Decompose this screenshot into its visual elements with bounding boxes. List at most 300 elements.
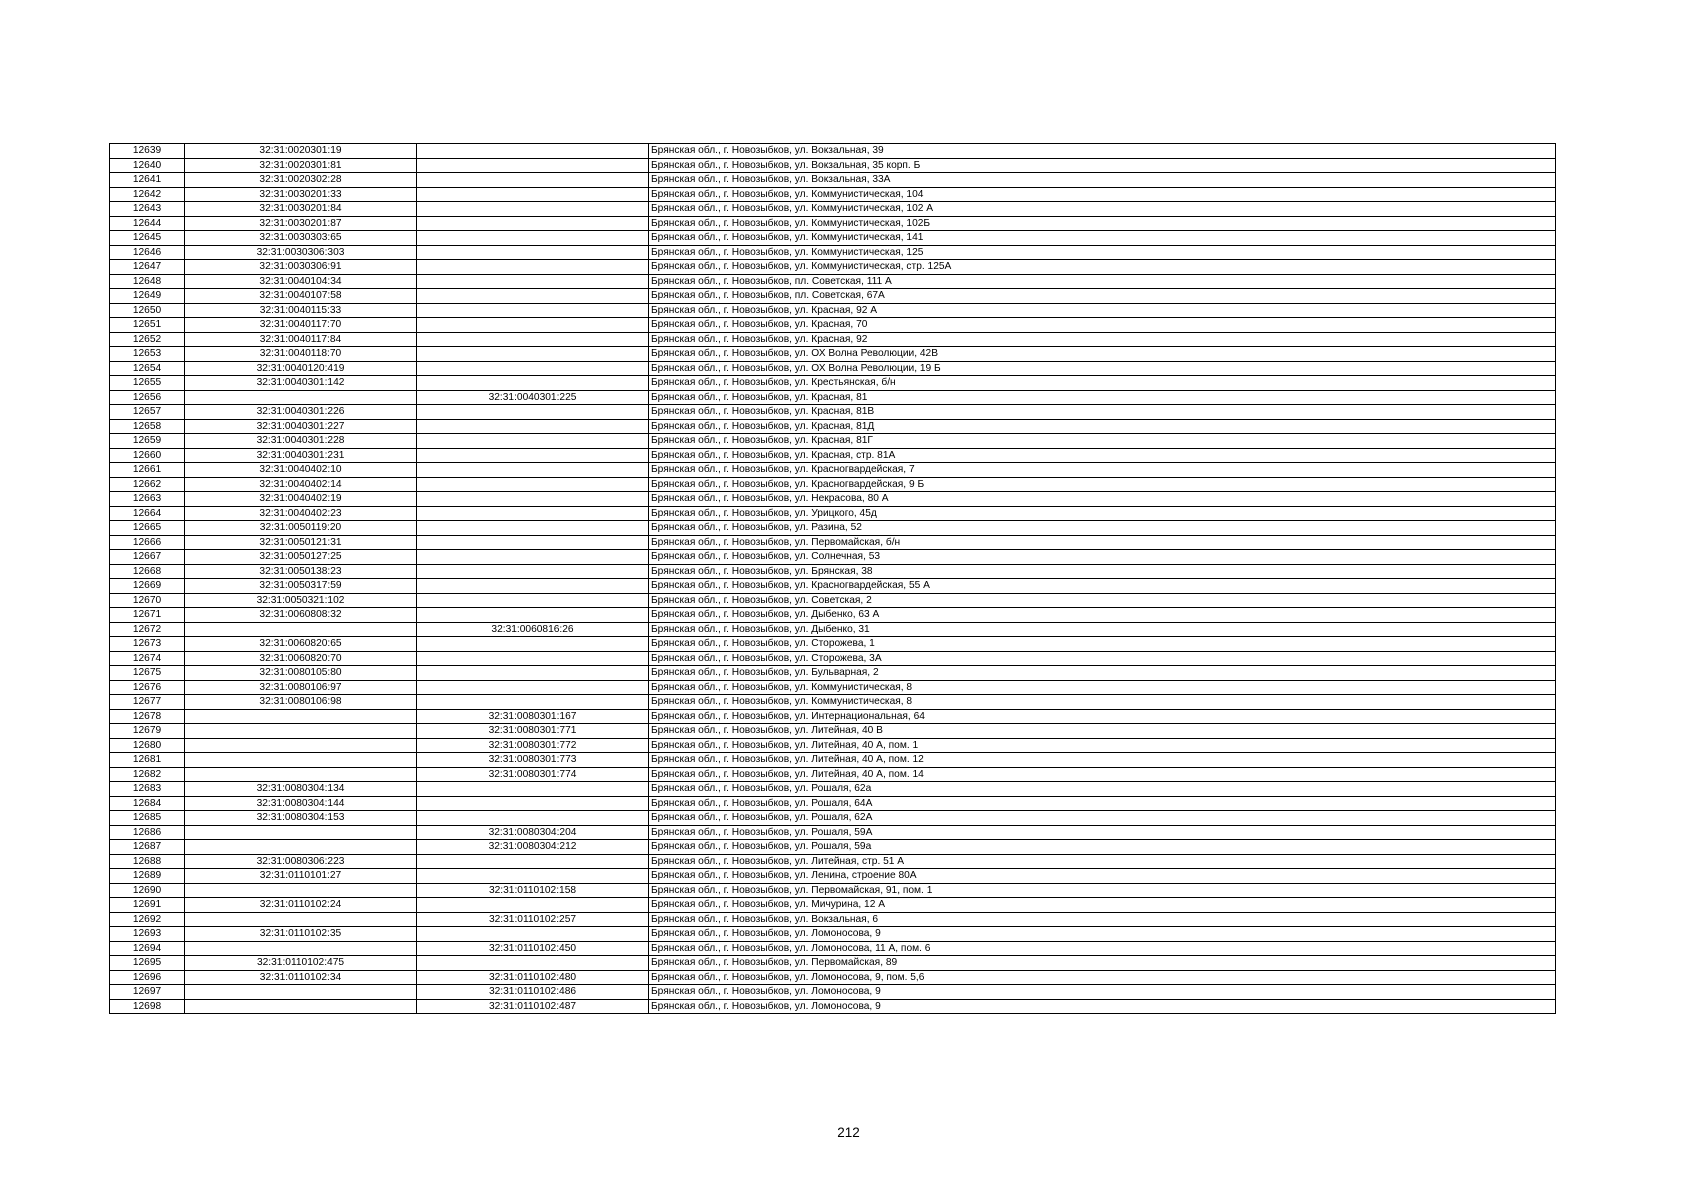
cadastral-number-cell: 32:31:0060820:70 bbox=[185, 651, 417, 666]
row-number-cell: 12672 bbox=[110, 622, 185, 637]
address-cell: Брянская обл., г. Новозыбков, ул. Коммунистическая, 141 bbox=[649, 231, 1556, 246]
address-cell: Брянская обл., г. Новозыбков, ул. ОХ Волна Революции, 19 Б bbox=[649, 361, 1556, 376]
row-number-cell: 12660 bbox=[110, 448, 185, 463]
cadastral-number-cell: 32:31:0030201:84 bbox=[185, 202, 417, 217]
address-cell: Брянская обл., г. Новозыбков, ул. Ломоносова, 11 А, пом. 6 bbox=[649, 941, 1556, 956]
building-cadastral-number-cell bbox=[417, 376, 649, 391]
row-number-cell: 12684 bbox=[110, 796, 185, 811]
address-cell: Брянская обл., г. Новозыбков, ул. Ленина, строение 80А bbox=[649, 869, 1556, 884]
address-cell: Брянская обл., г. Новозыбков, ул. Коммунистическая, 8 bbox=[649, 695, 1556, 710]
building-cadastral-number-cell: 32:31:0040301:225 bbox=[417, 390, 649, 405]
cadastral-number-cell bbox=[185, 724, 417, 739]
cadastral-number-cell: 32:31:0030201:33 bbox=[185, 187, 417, 202]
building-cadastral-number-cell: 32:31:0080301:774 bbox=[417, 767, 649, 782]
address-cell: Брянская обл., г. Новозыбков, ул. Рошаля, 64А bbox=[649, 796, 1556, 811]
address-cell: Брянская обл., г. Новозыбков, ул. Мичурина, 12 А bbox=[649, 898, 1556, 913]
building-cadastral-number-cell bbox=[417, 158, 649, 173]
row-number-cell: 12689 bbox=[110, 869, 185, 884]
table-row bbox=[110, 361, 1556, 376]
address-cell: Брянская обл., г. Новозыбков, пл. Советская, 111 А bbox=[649, 274, 1556, 289]
building-cadastral-number-cell bbox=[417, 434, 649, 449]
address-cell: Брянская обл., г. Новозыбков, ул. Брянская, 38 bbox=[649, 564, 1556, 579]
row-number-cell: 12640 bbox=[110, 158, 185, 173]
row-number-cell: 12663 bbox=[110, 492, 185, 507]
row-number-cell: 12676 bbox=[110, 680, 185, 695]
page-number: 212 bbox=[837, 1125, 860, 1140]
address-cell: Брянская обл., г. Новозыбков, ул. Рошаля, 62а bbox=[649, 782, 1556, 797]
table-row bbox=[110, 318, 1556, 333]
building-cadastral-number-cell bbox=[417, 318, 649, 333]
table-row bbox=[110, 332, 1556, 347]
row-number-cell: 12662 bbox=[110, 477, 185, 492]
row-number-cell: 12695 bbox=[110, 956, 185, 971]
row-number-cell: 12682 bbox=[110, 767, 185, 782]
cadastral-number-cell: 32:31:0040402:14 bbox=[185, 477, 417, 492]
row-number-cell: 12657 bbox=[110, 405, 185, 420]
cadastral-number-cell bbox=[185, 999, 417, 1014]
cadastral-number-cell bbox=[185, 941, 417, 956]
building-cadastral-number-cell bbox=[417, 564, 649, 579]
row-number-cell: 12656 bbox=[110, 390, 185, 405]
address-cell: Брянская обл., г. Новозыбков, ул. Рошаля, 59А bbox=[649, 825, 1556, 840]
address-cell: Брянская обл., г. Новозыбков, ул. Ломоносова, 9, пом. 5,6 bbox=[649, 970, 1556, 985]
building-cadastral-number-cell bbox=[417, 361, 649, 376]
address-cell: Брянская обл., г. Новозыбков, ул. Сторожева, 3А bbox=[649, 651, 1556, 666]
table-row bbox=[110, 289, 1556, 304]
row-number-cell: 12650 bbox=[110, 303, 185, 318]
address-cell: Брянская обл., г. Новозыбков, ул. Красная, 81 bbox=[649, 390, 1556, 405]
row-number-cell: 12678 bbox=[110, 709, 185, 724]
address-cell: Брянская обл., г. Новозыбков, ул. Коммунистическая, 125 bbox=[649, 245, 1556, 260]
cadastral-number-cell: 32:31:0040301:228 bbox=[185, 434, 417, 449]
address-cell: Брянская обл., г. Новозыбков, ул. Красная, 81Д bbox=[649, 419, 1556, 434]
building-cadastral-number-cell bbox=[417, 144, 649, 159]
address-cell: Брянская обл., г. Новозыбков, ул. Литейная, 40 В bbox=[649, 724, 1556, 739]
address-cell: Брянская обл., г. Новозыбков, ул. Дыбенко, 31 bbox=[649, 622, 1556, 637]
cadastral-number-cell: 32:31:0050138:23 bbox=[185, 564, 417, 579]
row-number-cell: 12679 bbox=[110, 724, 185, 739]
cadastral-number-cell bbox=[185, 767, 417, 782]
cadastral-number-cell: 32:31:0110102:34 bbox=[185, 970, 417, 985]
row-number-cell: 12644 bbox=[110, 216, 185, 231]
row-number-cell: 12693 bbox=[110, 927, 185, 942]
row-number-cell: 12685 bbox=[110, 811, 185, 826]
address-cell: Брянская обл., г. Новозыбков, ул. Красногвардейская, 9 Б bbox=[649, 477, 1556, 492]
address-cell: Брянская обл., г. Новозыбков, ул. Коммунистическая, 102Б bbox=[649, 216, 1556, 231]
row-number-cell: 12677 bbox=[110, 695, 185, 710]
row-number-cell: 12664 bbox=[110, 506, 185, 521]
table-row bbox=[110, 477, 1556, 492]
cadastral-number-cell bbox=[185, 753, 417, 768]
building-cadastral-number-cell: 32:31:0110102:486 bbox=[417, 985, 649, 1000]
cadastral-number-cell: 32:31:0040117:70 bbox=[185, 318, 417, 333]
table-row bbox=[110, 970, 1556, 985]
table-row bbox=[110, 695, 1556, 710]
table-row bbox=[110, 622, 1556, 637]
cadastral-number-cell: 32:31:0040107:58 bbox=[185, 289, 417, 304]
table-row bbox=[110, 390, 1556, 405]
cadastral-number-cell bbox=[185, 912, 417, 927]
address-cell: Брянская обл., г. Новозыбков, ул. Красногвардейская, 55 А bbox=[649, 579, 1556, 594]
table-row bbox=[110, 158, 1556, 173]
address-cell: Брянская обл., г. Новозыбков, ул. Красногвардейская, 7 bbox=[649, 463, 1556, 478]
building-cadastral-number-cell bbox=[417, 608, 649, 623]
cadastral-number-cell bbox=[185, 709, 417, 724]
table-row bbox=[110, 231, 1556, 246]
cadastral-number-cell: 32:31:0020301:19 bbox=[185, 144, 417, 159]
address-cell: Брянская обл., г. Новозыбков, ул. Некрасова, 80 А bbox=[649, 492, 1556, 507]
address-cell: Брянская обл., г. Новозыбков, ул. Ломоносова, 9 bbox=[649, 999, 1556, 1014]
address-cell: Брянская обл., г. Новозыбков, ул. Крестьянская, б/н bbox=[649, 376, 1556, 391]
address-cell: Брянская обл., г. Новозыбков, ул. Литейная, стр. 51 А bbox=[649, 854, 1556, 869]
table-row bbox=[110, 999, 1556, 1014]
row-number-cell: 12651 bbox=[110, 318, 185, 333]
cadastral-number-cell: 32:31:0040301:227 bbox=[185, 419, 417, 434]
cadastral-number-cell: 32:31:0080304:134 bbox=[185, 782, 417, 797]
address-cell: Брянская обл., г. Новозыбков, ул. Вокзальная, 35 корп. Б bbox=[649, 158, 1556, 173]
row-number-cell: 12668 bbox=[110, 564, 185, 579]
building-cadastral-number-cell bbox=[417, 782, 649, 797]
table-row bbox=[110, 448, 1556, 463]
address-cell: Брянская обл., г. Новозыбков, ул. Вокзальная, 33А bbox=[649, 173, 1556, 188]
table-row bbox=[110, 202, 1556, 217]
building-cadastral-number-cell bbox=[417, 550, 649, 565]
cadastral-number-cell: 32:31:0080106:98 bbox=[185, 695, 417, 710]
table-row bbox=[110, 637, 1556, 652]
row-number-cell: 12654 bbox=[110, 361, 185, 376]
table-row bbox=[110, 260, 1556, 275]
building-cadastral-number-cell bbox=[417, 303, 649, 318]
table-row bbox=[110, 767, 1556, 782]
property-register-table bbox=[109, 143, 1556, 1014]
building-cadastral-number-cell bbox=[417, 187, 649, 202]
table-row bbox=[110, 811, 1556, 826]
row-number-cell: 12670 bbox=[110, 593, 185, 608]
cadastral-number-cell: 32:31:0030201:87 bbox=[185, 216, 417, 231]
row-number-cell: 12675 bbox=[110, 666, 185, 681]
building-cadastral-number-cell: 32:31:0080301:167 bbox=[417, 709, 649, 724]
table-row bbox=[110, 883, 1556, 898]
building-cadastral-number-cell bbox=[417, 173, 649, 188]
table-row bbox=[110, 405, 1556, 420]
address-cell: Брянская обл., г. Новозыбков, ул. Литейная, 40 А, пом. 14 bbox=[649, 767, 1556, 782]
table-row bbox=[110, 666, 1556, 681]
building-cadastral-number-cell bbox=[417, 927, 649, 942]
cadastral-number-cell bbox=[185, 825, 417, 840]
row-number-cell: 12646 bbox=[110, 245, 185, 260]
building-cadastral-number-cell: 32:31:0080301:771 bbox=[417, 724, 649, 739]
cadastral-number-cell: 32:31:0110102:35 bbox=[185, 927, 417, 942]
address-cell: Брянская обл., г. Новозыбков, ул. Бульварная, 2 bbox=[649, 666, 1556, 681]
cadastral-number-cell: 32:31:0110102:475 bbox=[185, 956, 417, 971]
cadastral-number-cell: 32:31:0080304:144 bbox=[185, 796, 417, 811]
address-cell: Брянская обл., г. Новозыбков, ул. Первомайская, 89 bbox=[649, 956, 1556, 971]
building-cadastral-number-cell bbox=[417, 405, 649, 420]
address-cell: Брянская обл., г. Новозыбков, ул. Первомайская, 91, пом. 1 bbox=[649, 883, 1556, 898]
building-cadastral-number-cell bbox=[417, 666, 649, 681]
row-number-cell: 12697 bbox=[110, 985, 185, 1000]
row-number-cell: 12655 bbox=[110, 376, 185, 391]
building-cadastral-number-cell: 32:31:0060816:26 bbox=[417, 622, 649, 637]
cadastral-number-cell: 32:31:0040402:10 bbox=[185, 463, 417, 478]
cadastral-number-cell: 32:31:0040301:231 bbox=[185, 448, 417, 463]
cadastral-number-cell: 32:31:0040115:33 bbox=[185, 303, 417, 318]
cadastral-number-cell bbox=[185, 622, 417, 637]
address-cell: Брянская обл., г. Новозыбков, ул. ОХ Волна Революции, 42В bbox=[649, 347, 1556, 362]
row-number-cell: 12696 bbox=[110, 970, 185, 985]
cadastral-number-cell: 32:31:0060820:65 bbox=[185, 637, 417, 652]
building-cadastral-number-cell: 32:31:0080304:204 bbox=[417, 825, 649, 840]
table-row bbox=[110, 216, 1556, 231]
table-row bbox=[110, 492, 1556, 507]
building-cadastral-number-cell bbox=[417, 289, 649, 304]
building-cadastral-number-cell bbox=[417, 506, 649, 521]
building-cadastral-number-cell bbox=[417, 419, 649, 434]
table-row bbox=[110, 579, 1556, 594]
address-cell: Брянская обл., г. Новозыбков, ул. Коммунистическая, 102 А bbox=[649, 202, 1556, 217]
address-cell: Брянская обл., г. Новозыбков, ул. Рошаля, 59а bbox=[649, 840, 1556, 855]
cadastral-number-cell bbox=[185, 390, 417, 405]
table-row bbox=[110, 463, 1556, 478]
table-row bbox=[110, 927, 1556, 942]
table-row bbox=[110, 593, 1556, 608]
row-number-cell: 12683 bbox=[110, 782, 185, 797]
table-row bbox=[110, 680, 1556, 695]
cadastral-number-cell: 32:31:0110102:24 bbox=[185, 898, 417, 913]
address-cell: Брянская обл., г. Новозыбков, ул. Коммунистическая, 8 bbox=[649, 680, 1556, 695]
table-row bbox=[110, 738, 1556, 753]
row-number-cell: 12673 bbox=[110, 637, 185, 652]
cadastral-number-cell: 32:31:0040402:23 bbox=[185, 506, 417, 521]
row-number-cell: 12687 bbox=[110, 840, 185, 855]
cadastral-number-cell: 32:31:0080304:153 bbox=[185, 811, 417, 826]
address-cell: Брянская обл., г. Новозыбков, ул. Разина, 52 bbox=[649, 521, 1556, 536]
address-cell: Брянская обл., г. Новозыбков, ул. Интернациональная, 64 bbox=[649, 709, 1556, 724]
cadastral-number-cell bbox=[185, 883, 417, 898]
cadastral-number-cell: 32:31:0060808:32 bbox=[185, 608, 417, 623]
cadastral-number-cell: 32:31:0050321:102 bbox=[185, 593, 417, 608]
building-cadastral-number-cell: 32:31:0110102:480 bbox=[417, 970, 649, 985]
building-cadastral-number-cell bbox=[417, 463, 649, 478]
building-cadastral-number-cell: 32:31:0080301:772 bbox=[417, 738, 649, 753]
address-cell: Брянская обл., г. Новозыбков, ул. Вокзальная, 6 bbox=[649, 912, 1556, 927]
address-cell: Брянская обл., г. Новозыбков, ул. Советская, 2 bbox=[649, 593, 1556, 608]
table-row bbox=[110, 753, 1556, 768]
cadastral-number-cell bbox=[185, 985, 417, 1000]
table-row bbox=[110, 912, 1556, 927]
cadastral-number-cell: 32:31:0050317:59 bbox=[185, 579, 417, 594]
row-number-cell: 12641 bbox=[110, 173, 185, 188]
cadastral-number-cell: 32:31:0040104:34 bbox=[185, 274, 417, 289]
row-number-cell: 12669 bbox=[110, 579, 185, 594]
row-number-cell: 12674 bbox=[110, 651, 185, 666]
table-row bbox=[110, 869, 1556, 884]
table-row bbox=[110, 651, 1556, 666]
row-number-cell: 12694 bbox=[110, 941, 185, 956]
table-row bbox=[110, 521, 1556, 536]
row-number-cell: 12643 bbox=[110, 202, 185, 217]
row-number-cell: 12658 bbox=[110, 419, 185, 434]
building-cadastral-number-cell bbox=[417, 811, 649, 826]
cadastral-number-cell: 32:31:0080306:223 bbox=[185, 854, 417, 869]
address-cell: Брянская обл., г. Новозыбков, пл. Советская, 67А bbox=[649, 289, 1556, 304]
address-cell: Брянская обл., г. Новозыбков, ул. Дыбенко, 63 А bbox=[649, 608, 1556, 623]
cadastral-number-cell: 32:31:0040301:142 bbox=[185, 376, 417, 391]
address-cell: Брянская обл., г. Новозыбков, ул. Коммунистическая, 104 bbox=[649, 187, 1556, 202]
cadastral-number-cell: 32:31:0020302:28 bbox=[185, 173, 417, 188]
cadastral-number-cell: 32:31:0050121:31 bbox=[185, 535, 417, 550]
cadastral-number-cell: 32:31:0040118:70 bbox=[185, 347, 417, 362]
row-number-cell: 12648 bbox=[110, 274, 185, 289]
cadastral-number-cell: 32:31:0030303:65 bbox=[185, 231, 417, 246]
row-number-cell: 12652 bbox=[110, 332, 185, 347]
building-cadastral-number-cell bbox=[417, 854, 649, 869]
building-cadastral-number-cell bbox=[417, 477, 649, 492]
row-number-cell: 12698 bbox=[110, 999, 185, 1014]
table-row bbox=[110, 825, 1556, 840]
cadastral-number-cell: 32:31:0080105:80 bbox=[185, 666, 417, 681]
address-cell: Брянская обл., г. Новозыбков, ул. Красная, 81Г bbox=[649, 434, 1556, 449]
cadastral-number-cell: 32:31:0030306:303 bbox=[185, 245, 417, 260]
building-cadastral-number-cell bbox=[417, 796, 649, 811]
cadastral-number-cell: 32:31:0050119:20 bbox=[185, 521, 417, 536]
row-number-cell: 12688 bbox=[110, 854, 185, 869]
row-number-cell: 12642 bbox=[110, 187, 185, 202]
building-cadastral-number-cell bbox=[417, 492, 649, 507]
row-number-cell: 12653 bbox=[110, 347, 185, 362]
address-cell: Брянская обл., г. Новозыбков, ул. Вокзальная, 39 bbox=[649, 144, 1556, 159]
building-cadastral-number-cell: 32:31:0110102:158 bbox=[417, 883, 649, 898]
table-row bbox=[110, 550, 1556, 565]
address-cell: Брянская обл., г. Новозыбков, ул. Рошаля, 62А bbox=[649, 811, 1556, 826]
cadastral-number-cell: 32:31:0030306:91 bbox=[185, 260, 417, 275]
row-number-cell: 12686 bbox=[110, 825, 185, 840]
building-cadastral-number-cell bbox=[417, 245, 649, 260]
table-row bbox=[110, 434, 1556, 449]
building-cadastral-number-cell: 32:31:0110102:487 bbox=[417, 999, 649, 1014]
table-row bbox=[110, 187, 1556, 202]
address-cell: Брянская обл., г. Новозыбков, ул. Красная, 81В bbox=[649, 405, 1556, 420]
building-cadastral-number-cell bbox=[417, 956, 649, 971]
cadastral-number-cell: 32:31:0040402:19 bbox=[185, 492, 417, 507]
table-row bbox=[110, 173, 1556, 188]
row-number-cell: 12647 bbox=[110, 260, 185, 275]
row-number-cell: 12645 bbox=[110, 231, 185, 246]
table-row bbox=[110, 796, 1556, 811]
building-cadastral-number-cell: 32:31:0080301:773 bbox=[417, 753, 649, 768]
building-cadastral-number-cell: 32:31:0110102:450 bbox=[417, 941, 649, 956]
table-row bbox=[110, 144, 1556, 159]
row-number-cell: 12691 bbox=[110, 898, 185, 913]
address-cell: Брянская обл., г. Новозыбков, ул. Красная, 70 bbox=[649, 318, 1556, 333]
table-row bbox=[110, 419, 1556, 434]
table-row bbox=[110, 564, 1556, 579]
row-number-cell: 12692 bbox=[110, 912, 185, 927]
table-row bbox=[110, 347, 1556, 362]
building-cadastral-number-cell bbox=[417, 869, 649, 884]
building-cadastral-number-cell bbox=[417, 231, 649, 246]
address-cell: Брянская обл., г. Новозыбков, ул. Ломоносова, 9 bbox=[649, 927, 1556, 942]
address-cell: Брянская обл., г. Новозыбков, ул. Красная, 92 bbox=[649, 332, 1556, 347]
building-cadastral-number-cell bbox=[417, 274, 649, 289]
row-number-cell: 12690 bbox=[110, 883, 185, 898]
table-row bbox=[110, 941, 1556, 956]
address-cell: Брянская обл., г. Новозыбков, ул. Коммунистическая, стр. 125А bbox=[649, 260, 1556, 275]
address-cell: Брянская обл., г. Новозыбков, ул. Солнечная, 53 bbox=[649, 550, 1556, 565]
building-cadastral-number-cell bbox=[417, 448, 649, 463]
building-cadastral-number-cell bbox=[417, 216, 649, 231]
table-row bbox=[110, 608, 1556, 623]
table-row bbox=[110, 898, 1556, 913]
building-cadastral-number-cell: 32:31:0080304:212 bbox=[417, 840, 649, 855]
table-row bbox=[110, 782, 1556, 797]
building-cadastral-number-cell bbox=[417, 651, 649, 666]
cadastral-number-cell: 32:31:0040120:419 bbox=[185, 361, 417, 376]
row-number-cell: 12639 bbox=[110, 144, 185, 159]
building-cadastral-number-cell bbox=[417, 202, 649, 217]
building-cadastral-number-cell bbox=[417, 521, 649, 536]
table-row bbox=[110, 245, 1556, 260]
row-number-cell: 12649 bbox=[110, 289, 185, 304]
row-number-cell: 12680 bbox=[110, 738, 185, 753]
row-number-cell: 12659 bbox=[110, 434, 185, 449]
table-row bbox=[110, 854, 1556, 869]
address-cell: Брянская обл., г. Новозыбков, ул. Литейная, 40 А, пом. 12 bbox=[649, 753, 1556, 768]
building-cadastral-number-cell bbox=[417, 695, 649, 710]
building-cadastral-number-cell bbox=[417, 260, 649, 275]
table-row bbox=[110, 840, 1556, 855]
building-cadastral-number-cell bbox=[417, 680, 649, 695]
building-cadastral-number-cell bbox=[417, 637, 649, 652]
address-cell: Брянская обл., г. Новозыбков, ул. Ломоносова, 9 bbox=[649, 985, 1556, 1000]
building-cadastral-number-cell bbox=[417, 347, 649, 362]
table-row bbox=[110, 303, 1556, 318]
table-row bbox=[110, 709, 1556, 724]
address-cell: Брянская обл., г. Новозыбков, ул. Первомайская, б/н bbox=[649, 535, 1556, 550]
row-number-cell: 12665 bbox=[110, 521, 185, 536]
table-row bbox=[110, 506, 1556, 521]
row-number-cell: 12667 bbox=[110, 550, 185, 565]
row-number-cell: 12681 bbox=[110, 753, 185, 768]
cadastral-number-cell: 32:31:0050127:25 bbox=[185, 550, 417, 565]
address-cell: Брянская обл., г. Новозыбков, ул. Красная, 92 А bbox=[649, 303, 1556, 318]
table-row bbox=[110, 724, 1556, 739]
cadastral-number-cell: 32:31:0040117:84 bbox=[185, 332, 417, 347]
table-row bbox=[110, 985, 1556, 1000]
table-row bbox=[110, 956, 1556, 971]
table-row bbox=[110, 274, 1556, 289]
address-cell: Брянская обл., г. Новозыбков, ул. Сторожева, 1 bbox=[649, 637, 1556, 652]
building-cadastral-number-cell: 32:31:0110102:257 bbox=[417, 912, 649, 927]
address-cell: Брянская обл., г. Новозыбков, ул. Литейная, 40 А, пом. 1 bbox=[649, 738, 1556, 753]
row-number-cell: 12671 bbox=[110, 608, 185, 623]
address-cell: Брянская обл., г. Новозыбков, ул. Урицкого, 45д bbox=[649, 506, 1556, 521]
building-cadastral-number-cell bbox=[417, 535, 649, 550]
register-body bbox=[110, 144, 1556, 1014]
cadastral-number-cell: 32:31:0080106:97 bbox=[185, 680, 417, 695]
row-number-cell: 12666 bbox=[110, 535, 185, 550]
cadastral-number-cell: 32:31:0040301:226 bbox=[185, 405, 417, 420]
address-cell: Брянская обл., г. Новозыбков, ул. Красная, стр. 81А bbox=[649, 448, 1556, 463]
row-number-cell: 12661 bbox=[110, 463, 185, 478]
building-cadastral-number-cell bbox=[417, 332, 649, 347]
building-cadastral-number-cell bbox=[417, 593, 649, 608]
table-row bbox=[110, 376, 1556, 391]
building-cadastral-number-cell bbox=[417, 579, 649, 594]
table-row bbox=[110, 535, 1556, 550]
cadastral-number-cell: 32:31:0020301:81 bbox=[185, 158, 417, 173]
cadastral-number-cell bbox=[185, 840, 417, 855]
